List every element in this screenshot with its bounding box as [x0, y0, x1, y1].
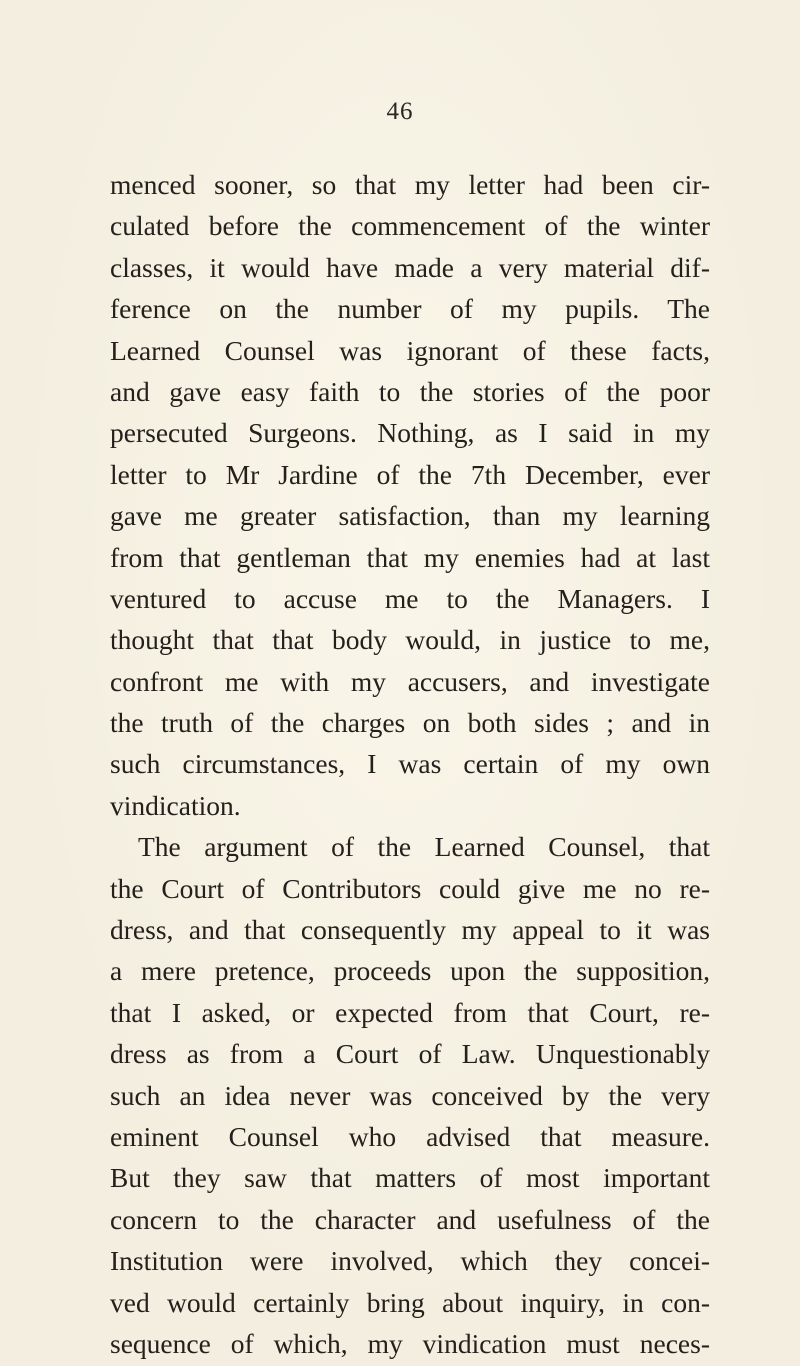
text-line: menced sooner, so that my letter had been cir-: [110, 169, 710, 200]
text-line: classes, it would have made a very material dif-: [110, 251, 710, 283]
text-line: such an idea never was conceived by the very: [110, 1079, 710, 1111]
text-line: and gave easy faith to the stories of the poor: [110, 375, 710, 407]
text-line: confront me with my accusers, and investigate: [110, 665, 710, 697]
body-text: [110, 164, 710, 1364]
text-line: eminent Counsel who advised that measure.: [110, 1120, 710, 1152]
text-line: culated before the commencement of the winter: [110, 210, 710, 242]
text-line: The argument of the Learned Counsel, that: [138, 831, 710, 863]
text-line: letter to Mr Jardine of the 7th December, ever: [110, 458, 710, 490]
text-line: ved would certainly bring about inquiry, in con-: [110, 1286, 710, 1318]
text-line: sequence of which, my vindication must neces-: [110, 1327, 710, 1359]
text-line: persecuted Surgeons. Nothing, as I said in my: [110, 417, 710, 449]
page-number: 46: [386, 98, 414, 125]
text-line: gave me greater satisfaction, than my learning: [110, 500, 710, 532]
text-line: dress, and that consequently my appeal to it was: [110, 914, 710, 946]
text-line: the Court of Contributors could give me no re-: [110, 872, 710, 904]
text-line: thought that that body would, in justice to me,: [110, 624, 710, 656]
text-line: Institution were involved, which they concei-: [110, 1245, 710, 1277]
text-line: dress as from a Court of Law. Unquestionably: [110, 1038, 710, 1070]
text-line: from that gentleman that my enemies had at last: [110, 541, 710, 573]
text-line: ference on the number of my pupils. The: [110, 293, 710, 325]
text-line: concern to the character and usefulness of the: [110, 1203, 710, 1235]
text-line: such circumstances, I was certain of my own: [110, 748, 710, 780]
text-line: the truth of the charges on both sides ; and in: [110, 707, 710, 739]
text-line: But they saw that matters of most important: [110, 1162, 710, 1194]
text-line: vindication.: [110, 789, 241, 821]
text-line: that I asked, or expected from that Court, re-: [110, 996, 710, 1028]
text-line: ventured to accuse me to the Managers. I: [110, 582, 710, 614]
text-line: a mere pretence, proceeds upon the supposition,: [110, 955, 710, 987]
text-line: Learned Counsel was ignorant of these facts,: [110, 334, 710, 366]
